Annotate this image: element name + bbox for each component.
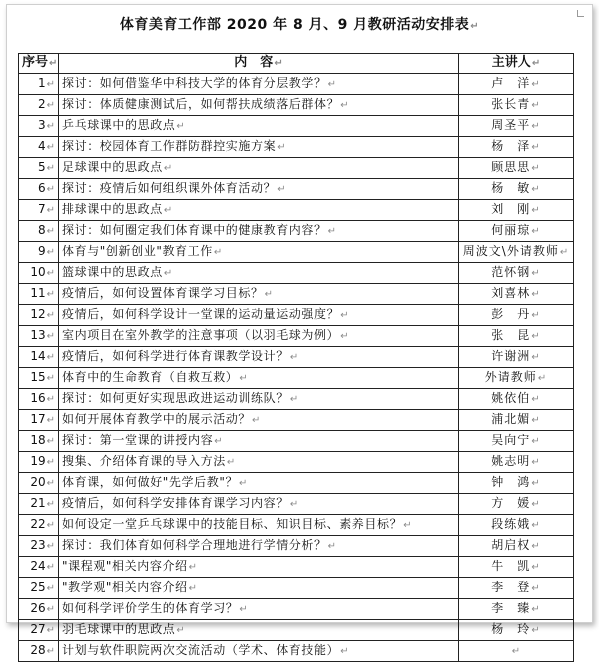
- document-title: [0, 14, 599, 34]
- paragraph-mark: ↵: [340, 100, 350, 111]
- cell-content: [59, 473, 459, 494]
- cell-host-text: 姚志明: [491, 454, 531, 468]
- cell-content: [59, 641, 459, 662]
- cell-no: [19, 221, 59, 242]
- cell-host-text: 牛 凯: [491, 559, 531, 573]
- paragraph-mark: ↵: [214, 436, 224, 447]
- table-row: [19, 431, 574, 452]
- table-row: [19, 158, 574, 179]
- paragraph-mark: ↵: [46, 142, 55, 153]
- cell-host-text: 许谢洲: [491, 349, 531, 363]
- paragraph-mark: ↵: [213, 247, 223, 258]
- table-row: [19, 116, 574, 137]
- table-row: [19, 389, 574, 410]
- cell-host-text: 杨 敏: [491, 181, 531, 195]
- table-row: [19, 95, 574, 116]
- paragraph-mark: ↵: [531, 520, 541, 531]
- cell-host-text: 刘喜林: [491, 286, 531, 300]
- cell-host: [459, 473, 574, 494]
- cell-no-text: 19: [30, 454, 46, 468]
- cell-no-text: 27: [30, 622, 46, 636]
- cell-content-text: 探讨：我们体育如何科学合理地进行学情分析？: [62, 538, 327, 552]
- paragraph-mark: ↵: [531, 394, 541, 405]
- cell-no: [19, 263, 59, 284]
- cell-host-text: 外请教师: [484, 370, 537, 384]
- cell-no-text: 15: [30, 370, 46, 384]
- cell-content: [59, 578, 459, 599]
- cell-no: [19, 557, 59, 578]
- cell-no-text: 22: [30, 517, 46, 531]
- cell-host-text: 顾思思: [491, 160, 531, 174]
- cell-content-text: 探讨：第一堂课的讲授内容: [62, 433, 214, 447]
- cell-content: [59, 242, 459, 263]
- cell-content: [59, 599, 459, 620]
- table-row: [19, 473, 574, 494]
- cell-content: [59, 326, 459, 347]
- cell-no-text: 9: [37, 244, 46, 258]
- paragraph-mark: ↵: [531, 436, 541, 447]
- paragraph-mark: ↵: [46, 331, 55, 342]
- cell-host-text: 浦北媚: [491, 412, 531, 426]
- cell-no: [19, 410, 59, 431]
- table-row: [19, 620, 574, 641]
- header-no: [19, 54, 59, 74]
- cell-content-text: 体育课，如何做好"先学后教"？: [62, 475, 239, 489]
- cell-content: [59, 557, 459, 578]
- paragraph-mark: ↵: [176, 121, 186, 132]
- cell-host: [459, 158, 574, 179]
- paragraph-mark: ↵: [46, 184, 55, 195]
- paragraph-mark: ↵: [264, 289, 274, 300]
- cell-content: [59, 116, 459, 137]
- cell-host-text: 李 登: [491, 580, 531, 594]
- cell-content-text: 搜集、介绍体育课的导入方法: [62, 454, 226, 468]
- cell-host: [459, 221, 574, 242]
- paragraph-mark: ↵: [239, 373, 249, 384]
- paragraph-mark: ↵: [537, 373, 548, 384]
- cell-content: [59, 347, 459, 368]
- cell-no: [19, 641, 59, 662]
- paragraph-mark: ↵: [46, 583, 55, 594]
- paragraph-mark: ↵: [531, 289, 541, 300]
- cell-host: [459, 305, 574, 326]
- header-host-label: 主讲人: [491, 55, 531, 70]
- table-row: [19, 242, 574, 263]
- cell-content: [59, 200, 459, 221]
- cell-no-text: 11: [30, 286, 46, 300]
- cell-no-text: 12: [30, 307, 46, 321]
- cell-no: [19, 116, 59, 137]
- cell-content: [59, 620, 459, 641]
- paragraph-mark: ↵: [289, 352, 299, 363]
- cell-content: [59, 158, 459, 179]
- cell-content-text: 篮球课中的思政点: [62, 265, 163, 279]
- table-body: [19, 74, 574, 662]
- paragraph-mark: ↵: [531, 478, 541, 489]
- paragraph-mark: ↵: [531, 58, 541, 69]
- cell-content-text: 探讨：如何借鉴华中科技大学的体育分层教学？: [62, 76, 327, 90]
- paragraph-mark: ↵: [531, 415, 541, 426]
- cell-no: [19, 389, 59, 410]
- paragraph-mark: ↵: [226, 457, 236, 468]
- paragraph-mark: ↵: [46, 373, 55, 384]
- paragraph-mark: ↵: [531, 604, 541, 615]
- cell-content: [59, 284, 459, 305]
- cell-no: [19, 305, 59, 326]
- cell-host-text: 周波文\外请教师: [462, 244, 559, 258]
- cell-no-text: 26: [30, 601, 46, 615]
- cell-content: [59, 74, 459, 95]
- cell-content-text: "教学观"相关内容介绍: [62, 580, 188, 594]
- cell-no-text: 18: [30, 433, 46, 447]
- cell-host: [459, 368, 574, 389]
- cell-no: [19, 515, 59, 536]
- cell-no: [19, 368, 59, 389]
- table-row: [19, 599, 574, 620]
- paragraph-mark: ↵: [46, 625, 55, 636]
- cell-no: [19, 536, 59, 557]
- cell-no-text: 1: [37, 76, 46, 90]
- table-row: [19, 263, 574, 284]
- cell-host: [459, 326, 574, 347]
- cell-host: [459, 242, 574, 263]
- cell-no: [19, 326, 59, 347]
- table-row: [19, 284, 574, 305]
- cell-content-text: 如何开展体育教学中的展示活动？: [62, 412, 252, 426]
- table-row: [19, 557, 574, 578]
- paragraph-mark: ↵: [531, 541, 541, 552]
- cell-host-text: 方 媛: [491, 496, 531, 510]
- paragraph-mark: ↵: [46, 79, 55, 90]
- cell-content-text: 羽毛球课中的思政点: [62, 622, 176, 636]
- paragraph-mark: ↵: [46, 478, 55, 489]
- cell-host-text: 段练娥: [491, 517, 531, 531]
- table-row: [19, 305, 574, 326]
- cell-host-text: 钟 鸿: [491, 475, 531, 489]
- cell-content-text: 足球课中的思政点: [62, 160, 163, 174]
- paragraph-mark: ↵: [49, 58, 58, 69]
- cell-host: [459, 263, 574, 284]
- cell-content: [59, 389, 459, 410]
- cell-no: [19, 347, 59, 368]
- cell-host-text: 张 昆: [491, 328, 531, 342]
- cell-content-text: 疫情后，如何科学安排体育课学习内容？: [62, 496, 289, 510]
- paragraph-mark: ↵: [163, 163, 173, 174]
- cell-content: [59, 410, 459, 431]
- cell-content: [59, 452, 459, 473]
- cell-content: [59, 368, 459, 389]
- cell-host: [459, 410, 574, 431]
- cell-content: [59, 515, 459, 536]
- paragraph-mark: ↵: [531, 184, 541, 195]
- cell-host: [459, 95, 574, 116]
- table-row: [19, 74, 574, 95]
- cell-no-text: 8: [37, 223, 46, 237]
- cell-no: [19, 599, 59, 620]
- header-content: [59, 54, 459, 74]
- cell-host-text: 张长青: [491, 97, 531, 111]
- cell-no-text: 24: [30, 559, 46, 573]
- cell-host: [459, 431, 574, 452]
- paragraph-mark: ↵: [531, 121, 541, 132]
- cell-no-text: 10: [30, 265, 46, 279]
- cell-content-text: 疫情后，如何科学设计一堂课的运动量运动强度？: [62, 307, 340, 321]
- cell-no: [19, 473, 59, 494]
- cell-no: [19, 284, 59, 305]
- cell-no: [19, 452, 59, 473]
- table-header-row: [19, 54, 574, 74]
- title-text: 体育美育工作部 2020 年 8 月、9 月教研活动安排表: [119, 17, 470, 33]
- paragraph-mark: ↵: [46, 121, 55, 132]
- paragraph-mark: ↵: [176, 625, 186, 636]
- paragraph-mark: ↵: [531, 205, 541, 216]
- cell-content: [59, 305, 459, 326]
- cell-host-text: 吴向宁: [491, 433, 531, 447]
- cell-host-text: 周圣平: [491, 118, 531, 132]
- cell-content: [59, 179, 459, 200]
- cell-no-text: 3: [37, 118, 46, 132]
- cell-host-text: 姚依伯: [491, 391, 531, 405]
- paragraph-mark: ↵: [531, 100, 541, 111]
- cell-no: [19, 494, 59, 515]
- paragraph-mark: ↵: [277, 142, 287, 153]
- table-row: [19, 368, 574, 389]
- paragraph-mark: ↵: [531, 562, 541, 573]
- table-row: [19, 452, 574, 473]
- cell-content-text: 探讨：体质健康测试后，如何帮扶成绩落后群体？: [62, 97, 340, 111]
- paragraph-mark: ↵: [531, 310, 541, 321]
- cell-content: [59, 263, 459, 284]
- paragraph-mark: ↵: [277, 184, 287, 195]
- paragraph-mark: ↵: [252, 415, 261, 426]
- table-row: [19, 326, 574, 347]
- cell-host: [459, 137, 574, 158]
- cell-host: [459, 641, 574, 662]
- cell-host-text: 李 臻: [491, 601, 531, 615]
- cell-content: [59, 494, 459, 515]
- paragraph-mark: ↵: [46, 415, 55, 426]
- paragraph-mark: ↵: [340, 331, 350, 342]
- cell-no-text: 25: [30, 580, 46, 594]
- table-row: [19, 221, 574, 242]
- cell-content-text: 如何科学评价学生的体育学习？: [62, 601, 239, 615]
- cell-content-text: 探讨：如何更好实现思政进运动训练队？: [62, 391, 289, 405]
- paragraph-mark: ↵: [46, 394, 55, 405]
- cell-content-text: 疫情后，如何设置体育课学习目标？: [62, 286, 264, 300]
- cell-content-text: "课程观"相关内容介绍: [62, 559, 188, 573]
- cell-content-text: 排球课中的思政点: [62, 202, 163, 216]
- cell-no: [19, 95, 59, 116]
- paragraph-mark: ↵: [46, 289, 55, 300]
- cell-no: [19, 242, 59, 263]
- paragraph-mark: ↵: [531, 268, 541, 279]
- cell-host: [459, 179, 574, 200]
- cell-content-text: 体育与"创新创业"教育工作: [62, 244, 213, 258]
- cell-content: [59, 137, 459, 158]
- cell-host: [459, 74, 574, 95]
- cell-host: [459, 557, 574, 578]
- paragraph-mark: ↵: [46, 310, 55, 321]
- cell-host-text: 胡启权: [491, 538, 531, 552]
- cell-no-text: 28: [30, 643, 46, 657]
- cell-no-text: 21: [30, 496, 46, 510]
- header-content-label: 内 容: [234, 55, 274, 70]
- paragraph-mark: ↵: [470, 21, 480, 32]
- cell-no-text: 23: [30, 538, 46, 552]
- table-row: [19, 515, 574, 536]
- paragraph-mark: ↵: [46, 604, 55, 615]
- cell-no-text: 4: [37, 139, 46, 153]
- cell-host: [459, 347, 574, 368]
- cell-host: [459, 200, 574, 221]
- paragraph-mark: ↵: [188, 562, 198, 573]
- paragraph-mark: ↵: [239, 604, 249, 615]
- cell-content: [59, 536, 459, 557]
- cell-content-text: 探讨：校园体育工作群防群控实施方案: [62, 139, 277, 153]
- paragraph-mark: ↵: [327, 79, 337, 90]
- header-host: [459, 54, 574, 74]
- cell-no-text: 5: [37, 160, 46, 174]
- cell-no: [19, 158, 59, 179]
- cell-no: [19, 74, 59, 95]
- cell-no-text: 2: [37, 97, 46, 111]
- cell-content: [59, 431, 459, 452]
- cell-content-text: 疫情后，如何科学进行体育课教学设计？: [62, 349, 289, 363]
- paragraph-mark: ↵: [46, 457, 55, 468]
- paragraph-mark: ↵: [511, 646, 522, 657]
- cell-host-text: 卢 洋: [491, 76, 531, 90]
- cell-host-text: 杨 玲: [491, 622, 531, 636]
- table-row: [19, 410, 574, 431]
- cell-no: [19, 137, 59, 158]
- table-row: [19, 179, 574, 200]
- cell-host-text: 刘 刚: [491, 202, 531, 216]
- cell-content-text: 探讨：疫情后如何组织课外体育活动？: [62, 181, 277, 195]
- table-row: [19, 137, 574, 158]
- cell-content-text: 体育中的生命教育（自救互救）: [62, 370, 239, 384]
- paragraph-mark: ↵: [559, 247, 570, 258]
- paragraph-mark: ↵: [274, 58, 283, 69]
- cell-host-text: 何丽琼: [491, 223, 531, 237]
- table-row: [19, 494, 574, 515]
- paragraph-mark: ↵: [46, 436, 55, 447]
- paragraph-mark: ↵: [46, 226, 55, 237]
- paragraph-mark: ↵: [289, 394, 299, 405]
- paragraph-mark: ↵: [531, 499, 541, 510]
- cell-no-text: 14: [30, 349, 46, 363]
- paragraph-mark: ↵: [340, 310, 350, 321]
- paragraph-mark: ↵: [327, 541, 337, 552]
- paragraph-mark: ↵: [46, 562, 55, 573]
- cell-no-text: 7: [37, 202, 46, 216]
- table-row: [19, 641, 574, 662]
- paragraph-mark: ↵: [46, 268, 55, 279]
- paragraph-mark: ↵: [531, 457, 541, 468]
- paragraph-mark: ↵: [46, 520, 55, 531]
- cell-content-text: 探讨：如何圈定我们体育课中的健康教育内容？: [62, 223, 327, 237]
- cell-no-text: 20: [30, 475, 46, 489]
- cell-no-text: 13: [30, 328, 46, 342]
- paragraph-mark: ↵: [163, 205, 173, 216]
- cell-no: [19, 578, 59, 599]
- paragraph-mark: ↵: [531, 142, 541, 153]
- cell-host: [459, 536, 574, 557]
- cell-host: [459, 284, 574, 305]
- cell-no-text: 16: [30, 391, 46, 405]
- cell-no-text: 17: [30, 412, 46, 426]
- paragraph-mark: ↵: [403, 520, 413, 531]
- paragraph-mark: ↵: [531, 226, 541, 237]
- table-row: [19, 200, 574, 221]
- paragraph-mark: ↵: [188, 583, 198, 594]
- table-row: [19, 347, 574, 368]
- paragraph-mark: ↵: [46, 541, 55, 552]
- paragraph-mark: ↵: [46, 205, 55, 216]
- paragraph-mark: ↵: [531, 163, 541, 174]
- cell-content: [59, 95, 459, 116]
- paragraph-mark: ↵: [46, 499, 55, 510]
- paragraph-mark: ↵: [531, 352, 541, 363]
- cell-no: [19, 620, 59, 641]
- cell-host-text: 范怀钢: [491, 265, 531, 279]
- cell-no: [19, 431, 59, 452]
- cell-host: [459, 116, 574, 137]
- cell-host: [459, 620, 574, 641]
- cell-no-text: 6: [37, 181, 46, 195]
- cell-content-text: 计划与软件职院两次交流活动（学术、体育技能）: [62, 643, 340, 657]
- paragraph-mark: ↵: [531, 331, 541, 342]
- cell-content-text: 室内项目在室外教学的注意事项（以羽毛球为例）: [62, 328, 340, 342]
- header-no-label: 序号: [22, 55, 49, 70]
- paragraph-mark: ↵: [340, 646, 350, 657]
- cell-host-text: 彭 丹: [491, 307, 531, 321]
- paragraph-mark: ↵: [289, 499, 299, 510]
- schedule-table: [18, 53, 574, 662]
- paragraph-mark: ↵: [239, 478, 249, 489]
- paragraph-mark: ↵: [46, 247, 55, 258]
- paragraph-mark: ↵: [46, 646, 55, 657]
- cell-no: [19, 179, 59, 200]
- cell-host: [459, 389, 574, 410]
- table-row: [19, 578, 574, 599]
- cell-content-text: 乒乓球课中的思政点: [62, 118, 176, 132]
- cell-host: [459, 494, 574, 515]
- cell-no: [19, 200, 59, 221]
- paragraph-mark: ↵: [531, 79, 541, 90]
- cell-host-text: 杨 泽: [491, 139, 531, 153]
- paragraph-mark: ↵: [46, 100, 55, 111]
- cell-host: [459, 599, 574, 620]
- paragraph-mark: ↵: [531, 625, 541, 636]
- cell-content-text: 如何设定一堂乒乓球课中的技能目标、知识目标、素养目标？: [62, 517, 403, 531]
- cell-host: [459, 578, 574, 599]
- paragraph-mark: ↵: [46, 352, 55, 363]
- paragraph-mark: ↵: [46, 163, 55, 174]
- cell-host: [459, 452, 574, 473]
- paragraph-mark: ↵: [327, 226, 337, 237]
- table-row: [19, 536, 574, 557]
- paragraph-mark: ↵: [163, 268, 173, 279]
- cell-content: [59, 221, 459, 242]
- paragraph-mark: ↵: [531, 583, 541, 594]
- cell-host: [459, 515, 574, 536]
